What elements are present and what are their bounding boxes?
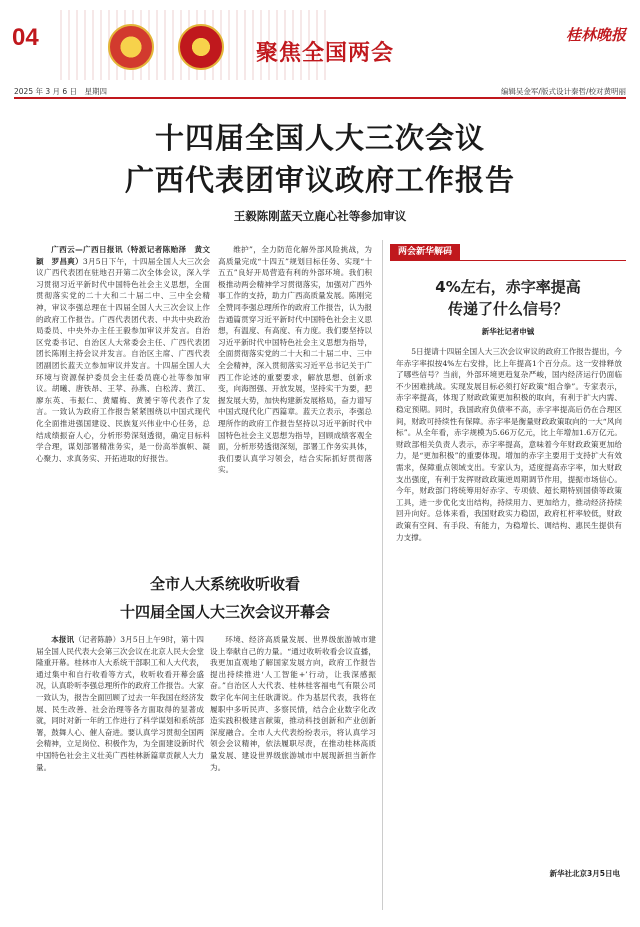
- main-headline-line2: 广西代表团审议政府工作报告: [124, 163, 515, 197]
- main-article-column-1: [36, 244, 210, 556]
- main-col1-text: 3月5日下午，十四届全国人大三次会议广西代表团在驻地召开第二次全体会议，深入学习贯彻习近平新时代中国特色社会主义思想，全面贯彻落实党的二十大和二十届二中、三中全会精神，审议李强总理在十四届全国人大三次会议上作的政府工作报告。广西代表团代表、中共中央政治局委员、中央外办主任王毅参加审议并发言。自治区党委书记、自治区人大常委会主任、广西代表团团长陈刚主持会议并发言。自治区主席、广西代表团副团长蓝天立参加审议并发言。十四届全国人大环境与资源保护委员会主任委员鹿心社等参加审议。胡曦、唐铁昂、王苹、孙燕、白松涛、黄江、廖东英、韦振仁、黄耀梅、黄赟宇等代表作了发言。一致认为政府工作报告紧紧围绕以中国式现代化全面推进强国建设、民族复兴伟业中心任务，总结成绩振奋人心，分析形势深刻透彻，确定目标科学合理，谋划部署精准务实，是一份高举旗帜、凝心聚力、求真务实、开拓进取的好报告。: [36, 256, 210, 463]
- sidebar-footer: 新华社北京3月5日电: [549, 869, 620, 878]
- sidebar-tag-rule: [390, 260, 626, 261]
- page-number: 04: [12, 24, 39, 51]
- second-lead: 本报讯: [51, 635, 75, 644]
- sidebar-headline-line1: 4%左右，赤字率提高: [435, 278, 581, 296]
- issue-date: 2025 年 3 月 6 日 星期四: [14, 87, 108, 96]
- sidebar-tag: 两会新华解码: [390, 244, 460, 261]
- cppcc-emblem-icon: [178, 24, 224, 70]
- main-headline-line1: 十四届全国人大三次会议: [154, 121, 485, 155]
- section-title: 聚焦全国两会: [256, 41, 395, 66]
- main-col2-text: 维护”，全力防范化解外部风险挑战，为高质量完成“十四五”规划目标任务、实现“十五五”良好开局营造有利的外部环境。我们积极推动两会精神学习贯彻落实，加强对广西外事工作的支持，助力广西高质量发展。陈刚完全赞同李强总理所作的政府工作报告，认为报告通篇贯穿习近平新时代中国特色社会主义思想，有温度、有高度、有力度。我们要坚持以习近平新时代中国特色社会主义思想为指导，全面贯彻落实党的二十大和二十届二中、三中全会精神，深入贯彻落实习近平总书记关于广西工作论述的重要要求，解放思想、创新求变，向海图强、开放发展，坚持实干为要，把握发展大势，加快构建新发展格局，奋力谱写中国式现代化广西篇章。蓝天立表示，李强总理所作的政府工作报告坚持以习近平新时代中国特色社会主义思想为指导，回顾成绩客观全面，分析形势透彻深刻，部署工作务实具体，我们要认真学习领会，结合实际抓好贯彻落实。: [218, 245, 372, 475]
- newspaper-logo: 桂林晚报: [565, 26, 626, 44]
- second-headline-line1: 全市人大系统收听收看: [149, 575, 300, 593]
- second-article-column-1: [36, 634, 204, 914]
- sidebar-headline-line2: 传递了什么信号？: [447, 300, 568, 318]
- main-subhead: 王毅陈刚蓝天立鹿心社等参加审议: [233, 209, 407, 223]
- sidebar-article-body: [396, 346, 622, 830]
- masthead: [0, 0, 640, 84]
- second-article-column-2: [210, 634, 376, 914]
- second-col1-text: （记者陈静）3月5日上午9时，第十四届全国人民代表大会第三次会议在北京人民大会堂隆重开幕。桂林市人大系统干部职工和人大代表，通过集中和自行收看等方式，收听收看开幕会盛况，认真聆听李强总理所作的政府工作报告。大家一致认为，报告全面回顾了过去一年我国在经济发展、民生改善、社会治理等各方面取得的显著成就，同时对新一年的工作进行了科学谋划和系统部署，鼓舞人心、催人奋进。要认真学习贯彻全国两会精神，立足岗位、积极作为，为全面建设新时代中国特色社会主义壮美广西桂林新篇章贡献人大力量。: [36, 635, 204, 772]
- second-headline-line2: 十四届全国人大三次会议开幕会: [119, 603, 330, 621]
- main-dateline: 广西云—广西日报讯（特派记者陈贻泽 黄文颖 罗昌爽）: [36, 245, 210, 266]
- main-article-column-2: [218, 244, 372, 556]
- second-col2-text: 环境、经济高质量发展、世界级旅游城市建设上奉献自己的力量。“通过收听收看会议直播，我更加直观地了解国家发展方向，政府工作报告提出持续推进‘人工智能+’行动，让我深感振奋。”自治区人大代表、桂林桂客福电气有限公司数字化车间主任耿潇说。作为基层代表，我将在履职中多听民声、多察民情，结合企业数字化改造实践积极建言献策，推动科技创新和产业创新深度融合。全市人大代表纷纷表示，将认真学习领会会议精神，依法履职尽责，在推动桂林高质量发展、建设世界级旅游城市中展现新担当新作为。: [210, 635, 376, 772]
- header-rule: [14, 97, 626, 99]
- column-divider: [382, 240, 383, 910]
- sidebar-byline: 新华社记者申铖: [481, 327, 535, 336]
- sidebar-body-text: 5日提请十四届全国人大三次会议审议的政府工作报告提出，今年赤字率拟按4%左右安排，比上年提高1个百分点。这一安排释放了哪些信号？当前，外部环境更趋复杂严峻，国内经济运行仍面临不少困难挑战。实现发展目标必须打好政策“组合拳”。专家表示，赤字率提高，体现了财政政策更加积极的取向，有利于扩大内需、稳定预期。同时，我国政府负债率不高，赤字率提高后仍在合理区间，财政可持续性有保障。赤字率是衡量财政政策取向的一大“风向标”。从全年看，赤字规模为5.66万亿元，比上年增加1.6万亿元。财政部相关负责人表示，赤字率提高，意味着今年财政政策更加给力，是“更加积极”的重要体现。增加的赤字主要用于支持扩大有效需求，保障重点领域支出。专家认为，适度提高赤字率，加大财政支出强度，有利于发挥财政政策逆周期调节作用，提振市场信心。今年，财政部门将统筹用好赤字、专项债、超长期特别国债等政策工具，进一步优化支出结构，持续用力、更加给力，推动经济持续回升向好。总体来看，我国财政实力稳固，政府杠杆率较低，财政政策有空间、有手段、有能力，为稳增长、调结构、惠民生提供有力支撑。: [396, 347, 622, 542]
- national-emblem-icon: [108, 24, 154, 70]
- editor-credits: 编辑吴金军/版式设计秦哲/校对黄明丽: [500, 87, 626, 96]
